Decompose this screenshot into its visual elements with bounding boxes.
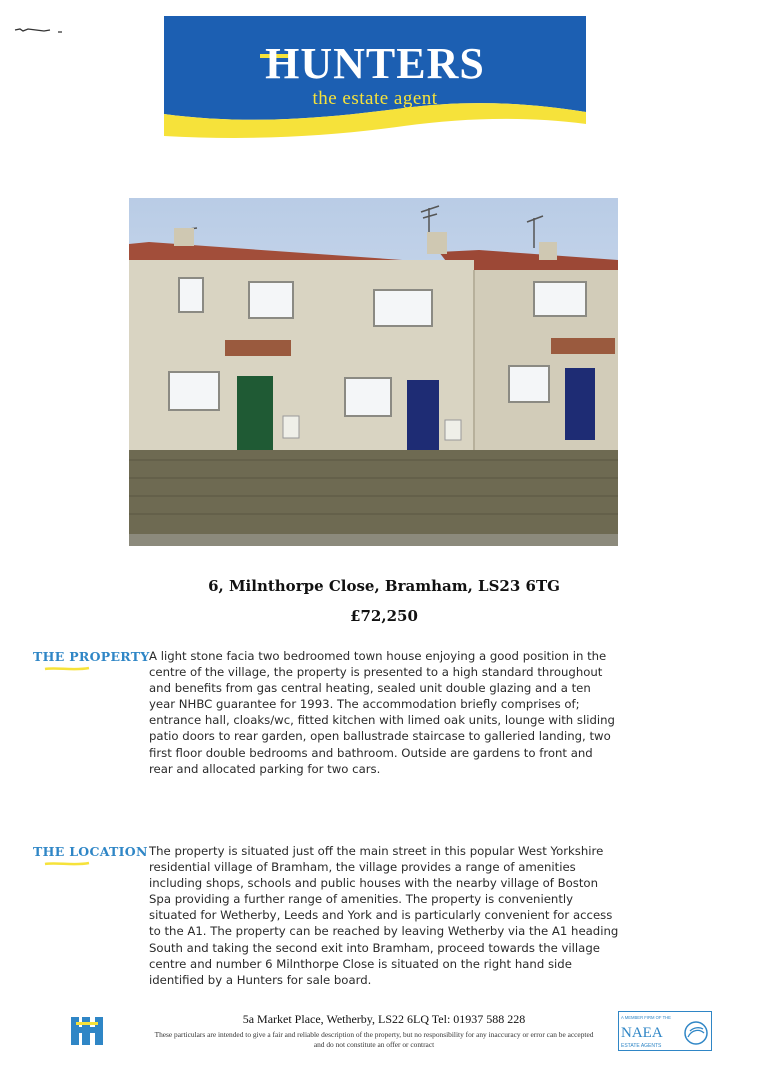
naea-badge-icon bbox=[618, 1011, 712, 1051]
property-address: 6, Milnthorpe Close, Bramham, LS23 6TG bbox=[208, 577, 560, 595]
terraced-houses-photo bbox=[129, 198, 618, 546]
heading-underline-property bbox=[44, 666, 90, 672]
scan-mark bbox=[14, 26, 64, 34]
brand-name: HUNTERS bbox=[265, 39, 485, 88]
naea-top-line: A MEMBER FIRM OF THE bbox=[621, 1015, 671, 1020]
section-heading-location: THE LOCATION bbox=[33, 844, 148, 859]
section-text-location: The property is situated just off the main street in this popular West Yorkshire residential village of Bramham, the village provides a range of amenities including shops, schools and public houses with the nearby village of Boston Spa providing a further range of amenities. The property is conveniently situated for Wetherby, Leeds and York and is particularly convenient for access to the A1. The property can be reached by leaving Wetherby via the A1 heading South and taking the second exit into Bramham, proceed towards the village centre and number 6 Milnthorpe Close is situated on the right hand side identified by a Hunters for sale board. bbox=[149, 844, 619, 987]
footer-disclaimer: These particulars are intended to give a fair and reliable description of the property, but no responsibility for any inaccuracy or error can be accepted and do not constitute an offer or contract bbox=[154, 1030, 594, 1049]
section-text-property: A light stone facia two bedroomed town house enjoying a good position in the centre of the village, the property is presented to a high standard throughout and benefits from gas central heating, sealed unit double glazing and a ten year NHBC guarantee for 1993. The accommodation briefly comprises of; entrance hall, cloaks/wc, fitted kitchen with limed oak units, lounge with sliding patio doors to rear garden, open ballustrade staircase to galleried landing, two first floor double bedrooms and bathroom. Outside are gardens to front and rear and allocated parking for two cars. bbox=[149, 649, 615, 776]
naea-bottom-line: ESTATE AGENTS bbox=[621, 1043, 662, 1049]
hunters-banner-logo bbox=[164, 16, 586, 138]
heading-underline-location bbox=[44, 861, 90, 867]
section-heading-property: THE PROPERTY bbox=[33, 649, 150, 664]
brand-tagline: the estate agent bbox=[312, 88, 438, 109]
property-price: £72,250 bbox=[350, 607, 418, 625]
footer-address: 5a Market Place, Wetherby, LS22 6LQ Tel: 01937 588 228 bbox=[242, 1012, 526, 1026]
naea-acronym: NAEA bbox=[621, 1025, 663, 1041]
